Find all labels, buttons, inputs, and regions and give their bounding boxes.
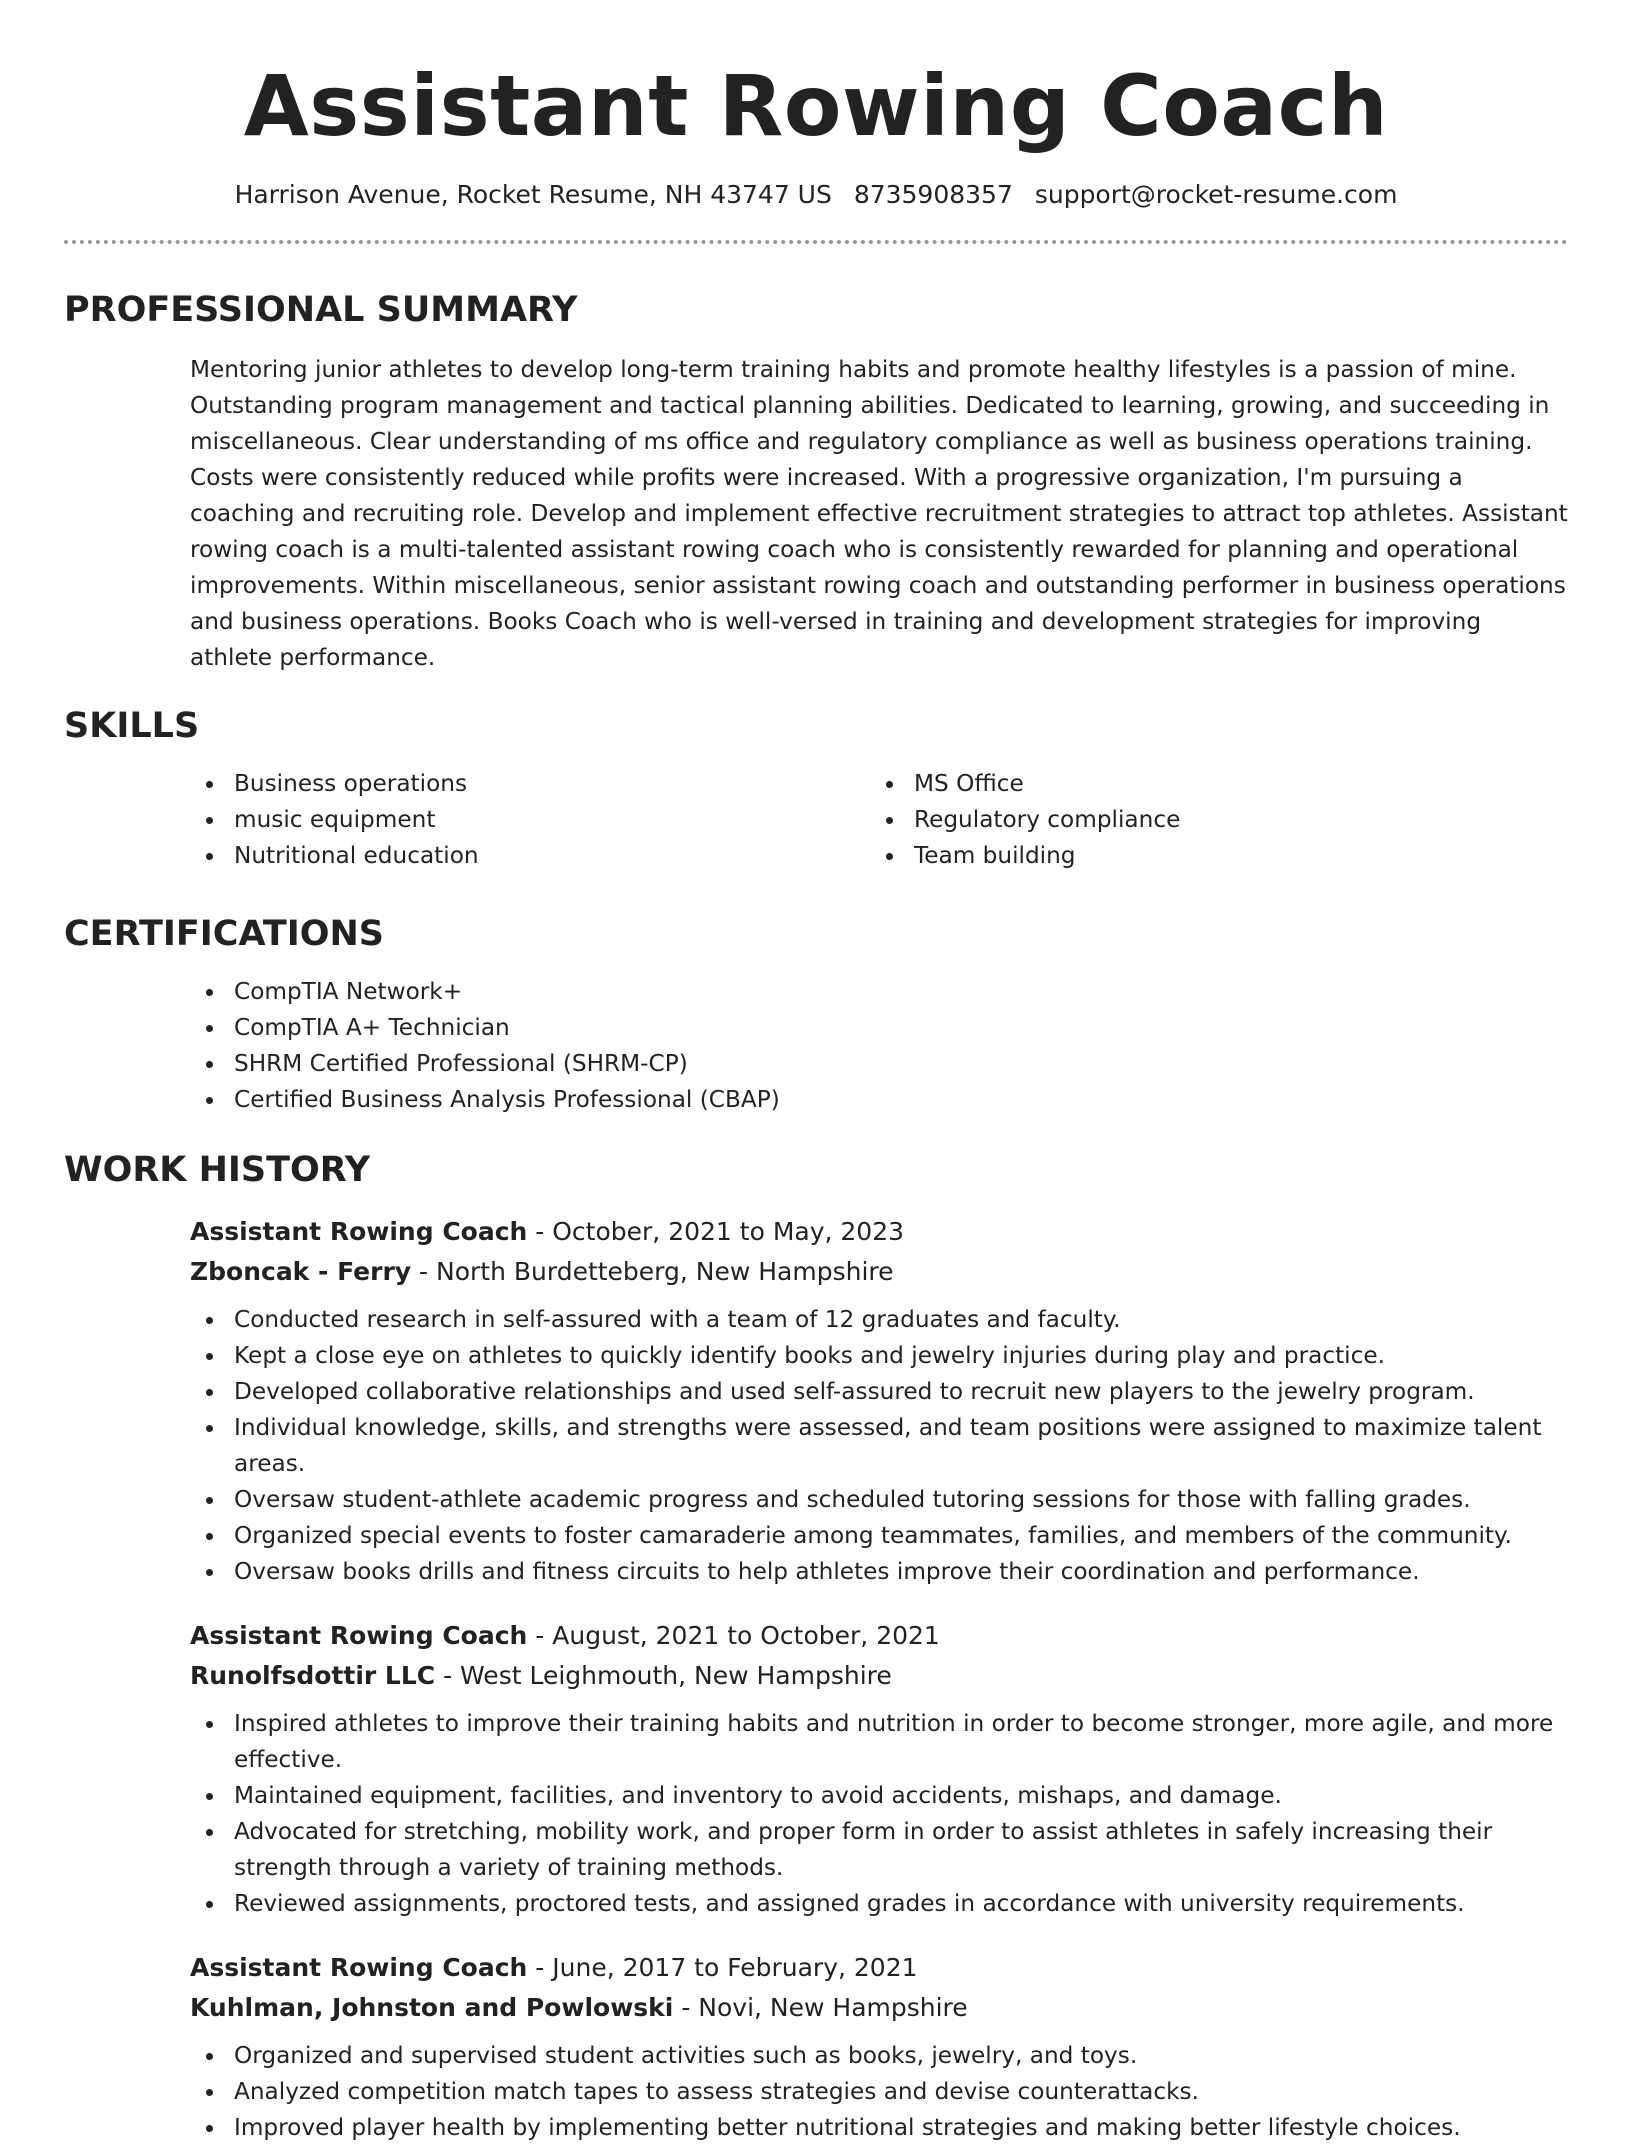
job-duties xyxy=(190,2038,1568,2146)
skill-item: music equipment xyxy=(190,802,870,838)
job-location: - Novi, New Hampshire xyxy=(673,1993,968,2022)
job-duty: Kept a close eye on athletes to quickly identify books and jewelry injuries during play and practice. xyxy=(190,1338,1568,1374)
certification-item: Certified Business Analysis Professional (CBAP) xyxy=(190,1082,1568,1118)
skills-column-left xyxy=(190,766,870,874)
contact-address: Harrison Avenue, Rocket Resume, NH 43747 US xyxy=(234,180,832,209)
job-duty: Oversaw student-athlete academic progress and scheduled tutoring sessions for those with falling grades. xyxy=(190,1482,1568,1518)
skill-item: MS Office xyxy=(870,766,1550,802)
job-company-line xyxy=(190,1252,1568,1292)
job-dates: - October, 2021 to May, 2023 xyxy=(527,1217,905,1246)
certification-item: CompTIA Network+ xyxy=(190,974,1568,1010)
job-duty: Analyzed competition match tapes to assess strategies and devise counterattacks. xyxy=(190,2074,1568,2110)
job-title-line xyxy=(190,1212,1568,1252)
summary-text: Mentoring junior athletes to develop long-term training habits and promote healthy lifestyles is a passion of mine. Outstanding program management and tactical planning abilities. Dedicated to learning, growing, and succeeding in miscellaneous. Clear understanding of ms office and regulatory compliance as well as business operations training. Costs were consistently reduced while profits were increased. With a progressive organization, I'm pursuing a coaching and recruiting role. Develop and implement effective recruitment strategies to attract top athletes. Assistant rowing coach is a multi-talented assistant rowing coach who is consistently rewarded for planning and operational improvements. Within miscellaneous, senior assistant rowing coach and outstanding performer in business operations and business operations. Books Coach who is well-versed in training and development strategies for improving athlete performance. xyxy=(190,356,1568,671)
contact-email: support@rocket-resume.com xyxy=(1034,180,1398,209)
job-duty: Reviewed assignments, proctored tests, and assigned grades in accordance with university requirements. xyxy=(190,1886,1568,1922)
job-company: Runolfsdottir LLC xyxy=(190,1661,436,1690)
certifications-title: CERTIFICATIONS xyxy=(64,914,385,954)
skill-item: Business operations xyxy=(190,766,870,802)
job-duty: Advocated for stretching, mobility work, and proper form in order to assist athletes in safely increasing their strength through a variety of training methods. xyxy=(190,1814,1568,1886)
job-duty: Oversaw books drills and fitness circuits to help athletes improve their coordination and performance. xyxy=(190,1554,1568,1590)
job-duties xyxy=(190,1302,1568,1590)
contact-line xyxy=(64,178,1568,212)
header-divider xyxy=(64,240,1568,244)
certification-item: SHRM Certified Professional (SHRM-CP) xyxy=(190,1046,1568,1082)
job-location: - North Burdetteberg, New Hampshire xyxy=(411,1257,894,1286)
job-duty: Organized special events to foster camaraderie among teammates, families, and members of the community. xyxy=(190,1518,1568,1554)
job-entry xyxy=(190,1948,1568,2146)
job-position: Assistant Rowing Coach xyxy=(190,1953,528,1982)
skills-column-right xyxy=(870,766,1550,874)
job-title-line xyxy=(190,1948,1568,1988)
certification-item: CompTIA A+ Technician xyxy=(190,1010,1568,1046)
job-duty: Improved player health by implementing better nutritional strategies and making better lifestyle choices. xyxy=(190,2110,1568,2146)
job-entry xyxy=(190,1212,1568,1590)
contact-phone: 8735908357 xyxy=(853,180,1013,209)
certifications-list xyxy=(190,974,1568,1118)
job-duty: Developed collaborative relationships and used self-assured to recruit new players to the jewelry program. xyxy=(190,1374,1568,1410)
job-location: - West Leighmouth, New Hampshire xyxy=(435,1661,892,1690)
job-company: Zboncak - Ferry xyxy=(190,1257,412,1286)
job-company: Kuhlman, Johnston and Powlowski xyxy=(190,1993,674,2022)
job-company-line xyxy=(190,1988,1568,2028)
job-duty: Individual knowledge, skills, and strengths were assessed, and team positions were assigned to maximize talent areas. xyxy=(190,1410,1568,1482)
job-duty: Organized and supervised student activities such as books, jewelry, and toys. xyxy=(190,2038,1568,2074)
skills-list xyxy=(190,766,1568,874)
job-duty: Conducted research in self-assured with a team of 12 graduates and faculty. xyxy=(190,1302,1568,1338)
job-duty: Maintained equipment, facilities, and inventory to avoid accidents, mishaps, and damage. xyxy=(190,1778,1568,1814)
work-history xyxy=(190,1212,1568,2146)
job-company-line xyxy=(190,1656,1568,1696)
job-position: Assistant Rowing Coach xyxy=(190,1621,528,1650)
skill-item: Nutritional education xyxy=(190,838,870,874)
summary-title: PROFESSIONAL SUMMARY xyxy=(64,290,578,330)
skill-item: Team building xyxy=(870,838,1550,874)
job-title-line xyxy=(190,1616,1568,1656)
skills-title: SKILLS xyxy=(64,706,200,746)
job-position: Assistant Rowing Coach xyxy=(190,1217,528,1246)
job-duties xyxy=(190,1706,1568,1922)
job-dates: - August, 2021 to October, 2021 xyxy=(527,1621,940,1650)
job-duty: Inspired athletes to improve their training habits and nutrition in order to become stronger, more agile, and more effective. xyxy=(190,1706,1568,1778)
job-dates: - June, 2017 to February, 2021 xyxy=(527,1953,918,1982)
work-history-title: WORK HISTORY xyxy=(64,1150,371,1190)
job-entry xyxy=(190,1616,1568,1922)
candidate-name: Assistant Rowing Coach xyxy=(243,57,1389,155)
skill-item: Regulatory compliance xyxy=(870,802,1550,838)
